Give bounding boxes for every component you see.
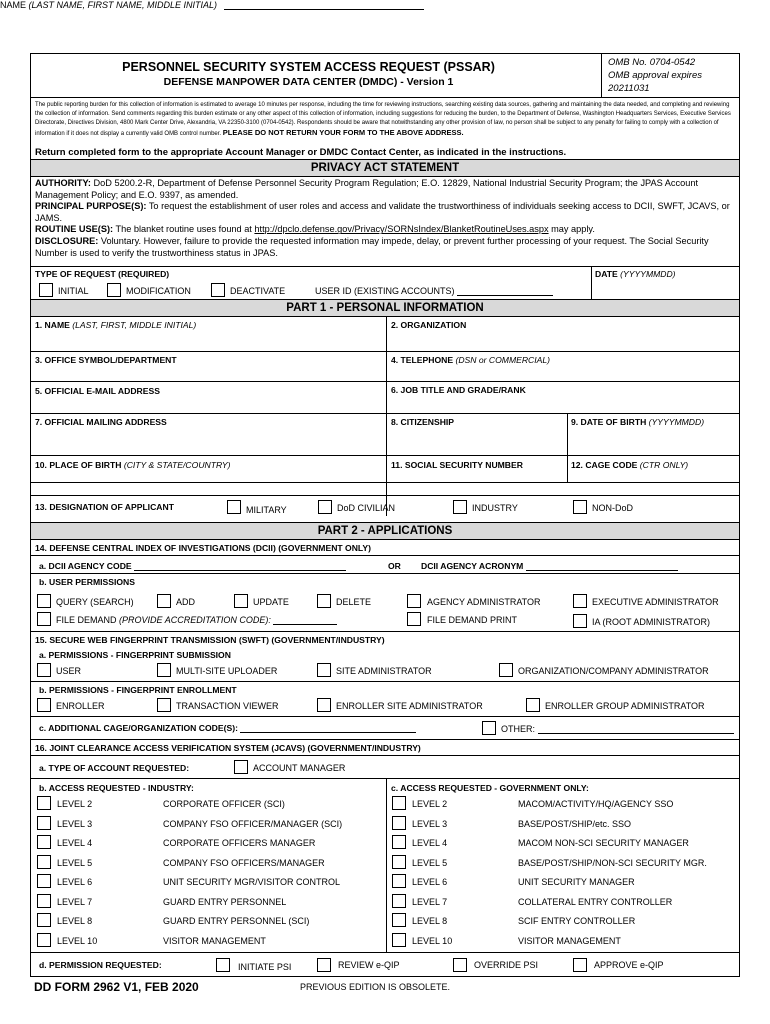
gov-level-description: MACOM NON-SCI SECURITY MANAGER [518,838,689,848]
industry-level-checkbox[interactable] [37,913,51,927]
field-7-label: 7. OFFICIAL MAILING ADDRESS [35,417,167,427]
obsolete-notice: PREVIOUS EDITION IS OBSOLETE. [300,982,451,992]
form-subtitle: DEFENSE MANPOWER DATA CENTER (DMDC) - Version 1 [163,76,454,88]
authority-text: DoD 5200.2-R, Department of Defense Personnel Security Program Regulation; E.O. 12829, National Industrial Security Program; the JPAS Account Management Policy; and E.O. 9397, as amended. [35,178,698,200]
or-label: OR [388,561,401,571]
military-checkbox[interactable] [227,500,241,514]
gov-level-checkbox[interactable] [392,913,406,927]
field-4-label: 4. TELEPHONE (DSN or COMMERCIAL) [391,355,551,365]
industry-level-checkbox[interactable] [37,894,51,908]
industry-level-checkbox[interactable] [37,796,51,810]
routine-post: may apply. [551,224,595,235]
field-13-label: 13. DESIGNATION OF APPLICANT [35,502,174,512]
update-checkbox[interactable] [234,594,248,608]
file-demand-print-checkbox[interactable] [407,612,421,626]
gov-level-description: MACOM/ACTIVITY/HQ/AGENCY SSO [518,799,674,809]
query-label: QUERY (SEARCH) [56,597,134,607]
gov-level-label: LEVEL 2 [412,799,448,809]
omb-expiry-label: OMB approval expires [608,70,702,81]
dod-civilian-checkbox[interactable] [318,500,332,514]
gov-level-label: LEVEL 3 [412,818,448,829]
gov-level-label: LEVEL 8 [412,916,448,926]
omb-block [608,56,702,95]
delete-checkbox[interactable] [317,594,331,608]
transaction-viewer-checkbox[interactable] [157,698,171,712]
initial-label: INITIAL [58,286,89,296]
top-name-input[interactable] [224,1,424,10]
initiate-psi-label: INITIATE PSI [238,962,292,972]
burden-text: The public reporting burden for this collection of information is estimated to average 10 minutes per response, including the time for reviewing instructions, searching existing data sources, gathering and maintaining the data needed, and completing and reviewing the collection of information. Send comments regarding this burden estimate or any other aspect of this collection of information, including suggestions for reducing the burden, to the Department of Defense, Washington Headquarters Services, Executive Services Directorate, Directives Division, 4800 Mark Center Drive, Alexandria, VA 22350-3100 (0704-0542). Respondents should be aware that notwithstanding any other provision of law, no person shall be subject to any penalty for failing to comply with a collection of information if it does not display a currently valid OMB control number. [35,102,731,137]
file-demand-print-label: FILE DEMAND PRINT [427,615,518,625]
access-gov-label: c. ACCESS REQUESTED - GOVERNMENT ONLY: [391,783,589,793]
add-checkbox[interactable] [157,594,171,608]
top-name-label: NAME [0,0,27,10]
request-type-label: TYPE OF REQUEST (REQUIRED) [35,269,170,279]
field-11-label: 11. SOCIAL SECURITY NUMBER [391,460,523,470]
fingerprint-enrollment-label: b. PERMISSIONS - FINGERPRINT ENROLLMENT [39,685,237,695]
multi-site-checkbox[interactable] [157,663,171,677]
field-12-label: 12. CAGE CODE (CTR ONLY) [571,460,689,470]
dcii-acronym-input[interactable] [526,562,678,571]
cage-codes-label: c. ADDITIONAL CAGE/ORGANIZATION CODE(S): [39,723,416,733]
section-16-label: 16. JOINT CLEARANCE ACCESS VERIFICATION SYSTEM (JCAVS) (GOVERNMENT/INDUSTRY) [35,743,421,753]
industry-level-label: LEVEL 4 [57,838,93,848]
enroller-site-checkbox[interactable] [317,698,331,712]
omb-expiry-date: 20211031 [608,83,650,94]
gov-level-label: LEVEL 10 [412,935,453,946]
field-6-label: 6. JOB TITLE AND GRADE/RANK [391,385,526,395]
pssar-form [30,53,740,977]
ia-root-checkbox[interactable] [573,614,587,628]
account-manager-checkbox[interactable] [234,760,248,774]
review-eqip-checkbox[interactable] [317,958,331,972]
industry-level-checkbox[interactable] [37,835,51,849]
form-id: DD FORM 2962 V1, FEB 2020 [34,980,199,994]
gov-level-label: LEVEL 6 [412,877,448,887]
gov-level-description: UNIT SECURITY MANAGER [518,877,635,887]
update-label: UPDATE [253,597,289,607]
gov-level-checkbox[interactable] [392,855,406,869]
cage-codes-input[interactable] [240,724,416,733]
industry-level-description: COMPANY FSO OFFICER/MANAGER (SCI) [163,818,343,829]
field-9-label: 9. DATE OF BIRTH (YYYYMMDD) [571,417,705,427]
delete-label: DELETE [336,597,372,607]
user-permissions-label: b. USER PERMISSIONS [39,577,135,587]
agency-admin-label: AGENCY ADMINISTRATOR [427,597,541,607]
org-admin-label: ORGANIZATION/COMPANY ADMINISTRATOR [518,666,709,676]
industry-level-description: CORPORATE OFFICERS MANAGER [163,838,316,848]
field-5-label: 5. OFFICIAL E-MAIL ADDRESS [35,386,160,396]
user-id-label: USER ID (EXISTING ACCOUNTS) [315,286,553,296]
add-label: ADD [176,597,196,607]
top-name-line [0,0,770,10]
transaction-viewer-label: TRANSACTION VIEWER [176,701,279,711]
override-psi-checkbox[interactable] [453,958,467,972]
date-label: DATE (YYYYMMDD) [595,269,676,279]
gov-level-checkbox[interactable] [392,816,406,830]
gov-level-checkbox[interactable] [392,894,406,908]
industry-level-description: GUARD ENTRY PERSONNEL [163,896,287,907]
gov-level-description: COLLATERAL ENTRY CONTROLLER [518,896,673,907]
user-checkbox[interactable] [37,663,51,677]
disclosure-label: DISCLOSURE: [35,235,99,246]
dcii-agency-code-label: a. DCII AGENCY CODE [39,561,346,571]
routine-link[interactable]: http://dpclo.defense.gov/Privacy/SORNsIndex/BlanketRoutineUses.aspx [254,224,549,235]
account-manager-label: ACCOUNT MANAGER [253,763,346,773]
access-industry-label: b. ACCESS REQUESTED - INDUSTRY: [39,783,194,793]
override-psi-label: OVERRIDE PSI [474,960,539,970]
deactivate-label: DEACTIVATE [230,286,286,296]
accreditation-code-input[interactable] [273,616,337,625]
purpose-label: PRINCIPAL PURPOSE(S): [35,201,147,212]
account-type-label: a. TYPE OF ACCOUNT REQUESTED: [39,763,190,773]
burden-bold: PLEASE DO NOT RETURN YOUR FORM TO THE ABOVE ADDRESS. [222,128,464,137]
field-3-label: 3. OFFICE SYMBOL/DEPARTMENT [35,355,177,365]
dcii-agency-code-input[interactable] [134,562,346,571]
industry-level-checkbox[interactable] [37,933,51,947]
modification-checkbox[interactable] [107,283,121,297]
ia-root-label: IA (ROOT ADMINISTRATOR) [592,617,711,627]
modification-label: MODIFICATION [126,286,191,296]
industry-level-label: LEVEL 3 [57,818,93,829]
authority-label: AUTHORITY: [35,178,91,188]
exec-admin-label: EXECUTIVE ADMINISTRATOR [592,597,719,607]
other-checkbox[interactable] [482,721,496,735]
field-8-label: 8. CITIZENSHIP [391,417,455,427]
routine-label: ROUTINE USE(S): [35,224,114,235]
file-demand-checkbox[interactable] [37,612,51,626]
industry-level-description: GUARD ENTRY PERSONNEL (SCI) [163,916,310,926]
purpose-text: To request the establishment of user roles and access and validate the trustworthiness of individuals seeking access to DCII, SWFT, JCAVS, or JAMS. [35,201,730,223]
enroller-label: ENROLLER [56,701,105,711]
gov-level-label: LEVEL 7 [412,896,448,907]
industry-level-checkbox[interactable] [37,816,51,830]
query-checkbox[interactable] [37,594,51,608]
omb-number: OMB No. 0704-0542 [608,57,696,68]
agency-admin-checkbox[interactable] [407,594,421,608]
gov-level-description: BASE/POST/SHIP/etc. SSO [518,818,632,829]
user-label: USER [56,666,82,676]
enroller-group-label: ENROLLER GROUP ADMINISTRATOR [545,701,705,711]
industry-level-description: CORPORATE OFFICER (SCI) [163,799,285,809]
privacy-act-title: PRIVACY ACT STATEMENT [31,159,739,177]
gov-level-label: LEVEL 4 [412,838,448,848]
dcii-acronym-label: DCII AGENCY ACRONYM [421,561,678,571]
industry-level-description: UNIT SECURITY MGR/VISITOR CONTROL [163,877,341,887]
enroller-group-checkbox[interactable] [526,698,540,712]
privacy-act-body [35,178,735,259]
gov-level-checkbox[interactable] [392,933,406,947]
industry-label: INDUSTRY [472,503,518,513]
gov-level-checkbox[interactable] [392,874,406,888]
non-dod-label: NON-DoD [592,503,634,513]
form-title: PERSONNEL SECURITY SYSTEM ACCESS REQUEST (PSSAR) [122,60,495,74]
approve-eqip-checkbox[interactable] [573,958,587,972]
site-admin-label: SITE ADMINISTRATOR [336,666,432,676]
permission-requested-label: d. PERMISSION REQUESTED: [39,960,162,970]
gov-level-checkbox[interactable] [392,796,406,810]
field-10-label: 10. PLACE OF BIRTH (CITY & STATE/COUNTRY) [35,460,231,470]
other-label: OTHER: [501,724,734,734]
gov-level-description: BASE/POST/SHIP/NON-SCI SECURITY MGR. [518,857,707,868]
other-input[interactable] [538,725,734,734]
industry-level-description: VISITOR MANAGEMENT [163,935,266,946]
enroller-site-label: ENROLLER SITE ADMINISTRATOR [336,701,483,711]
gov-level-description: VISITOR MANAGEMENT [518,935,621,946]
fingerprint-submission-label: a. PERMISSIONS - FINGERPRINT SUBMISSION [39,650,231,660]
exec-admin-checkbox[interactable] [573,594,587,608]
part1-title: PART 1 - PERSONAL INFORMATION [31,299,739,317]
initial-checkbox[interactable] [39,283,53,297]
industry-level-label: LEVEL 10 [57,935,98,946]
return-instruction: Return completed form to the appropriate Account Manager or DMDC Contact Center, as indicated in the instructions. [35,147,567,158]
site-admin-checkbox[interactable] [317,663,331,677]
field-1-label: 1. NAME (LAST, FIRST, MIDDLE INITIAL) [35,320,197,330]
industry-level-label: LEVEL 2 [57,799,93,809]
industry-level-label: LEVEL 5 [57,857,93,868]
burden-statement [35,101,737,139]
gov-level-description: SCIF ENTRY CONTROLLER [518,916,636,926]
part2-title: PART 2 - APPLICATIONS [31,522,739,540]
disclosure-text: Voluntary. However, failure to provide the requested information may impede, delay, or prevent further processing of your request. The Social Security Number is used to verify the trustworthiness status in JPAS. [35,235,709,258]
enroller-checkbox[interactable] [37,698,51,712]
industry-level-label: LEVEL 7 [57,896,93,907]
industry-level-label: LEVEL 8 [57,916,93,926]
military-label: MILITARY [246,505,287,515]
section-15-label: 15. SECURE WEB FINGERPRINT TRANSMISSION (SWFT) (GOVERNMENT/INDUSTRY) [35,635,385,645]
industry-checkbox[interactable] [453,500,467,514]
field-2-label: 2. ORGANIZATION [391,320,467,330]
approve-eqip-label: APPROVE e-QIP [594,960,664,970]
routine-pre: The blanket routine uses found at [115,224,252,235]
initiate-psi-checkbox[interactable] [216,958,230,972]
file-demand-label: FILE DEMAND (PROVIDE ACCREDITATION CODE): [56,615,337,625]
multi-site-label: MULTI-SITE UPLOADER [176,666,278,676]
top-name-hint: (LAST NAME, FIRST NAME, MIDDLE INITIAL) [28,0,218,10]
industry-level-description: COMPANY FSO OFFICERS/MANAGER [163,857,325,868]
industry-level-checkbox[interactable] [37,874,51,888]
gov-level-checkbox[interactable] [392,835,406,849]
industry-level-label: LEVEL 6 [57,877,93,887]
org-admin-checkbox[interactable] [499,663,513,677]
review-eqip-label: REVIEW e-QIP [338,960,400,970]
deactivate-checkbox[interactable] [211,283,225,297]
gov-level-label: LEVEL 5 [412,857,448,868]
industry-level-checkbox[interactable] [37,855,51,869]
dod-civilian-label: DoD CIVILIAN [337,503,396,513]
user-id-input[interactable] [457,287,553,296]
section-14-label: 14. DEFENSE CENTRAL INDEX OF INVESTIGATIONS (DCII) (GOVERNMENT ONLY) [35,543,371,553]
non-dod-checkbox[interactable] [573,500,587,514]
